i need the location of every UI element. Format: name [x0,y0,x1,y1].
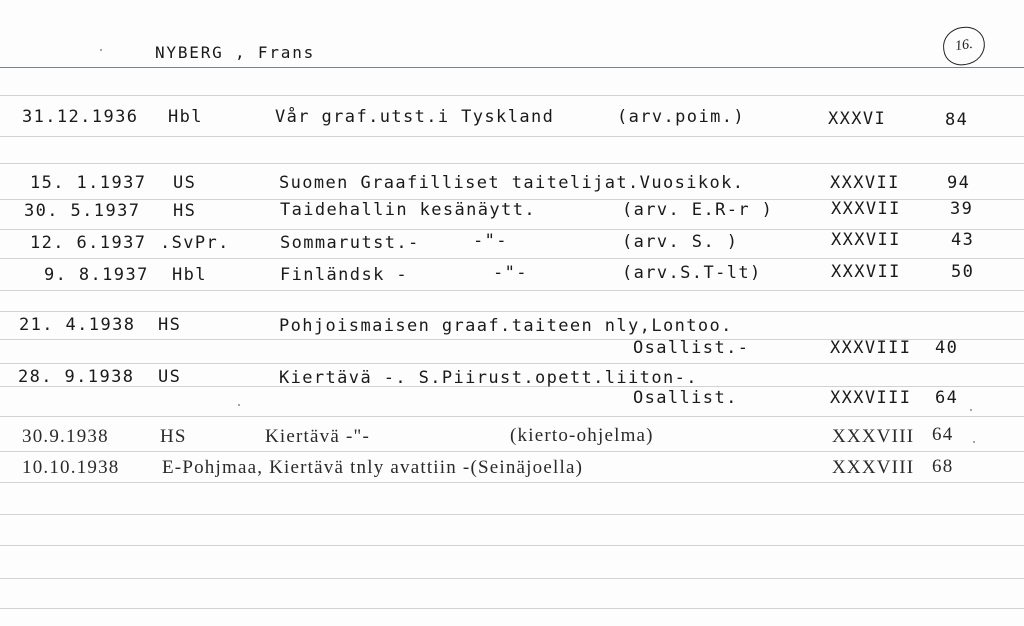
entry-title: Suomen Graafilliset taitelijat.Vuosikok. [279,173,745,193]
entry-source: Hbl [168,107,203,127]
header-rule [0,67,1024,68]
ink-speck [973,441,975,443]
entry-page: 94 [947,173,971,193]
entry-page: 68 [932,456,954,477]
entry-page: 50 [951,262,975,282]
ruled-line [0,136,1024,137]
card-number-circled [941,24,988,67]
entry-source: HS [173,201,197,221]
ruled-line [0,363,1024,364]
entry-source: HS [160,426,187,447]
entry-date: 30. 5.1937 [24,201,141,221]
entry-source: HS [158,315,182,335]
entry-volume: XXXVII [831,262,901,282]
entry-date: 30.9.1938 [22,426,109,447]
ruled-line [0,608,1024,609]
entry-title: Vår graf.utst.i Tyskland [275,107,555,127]
entry-volume: XXXVII [830,173,900,193]
card-number: 16. [954,36,974,55]
entry-title: Taidehallin kesänäytt. [280,200,536,220]
entry-source: .SvPr. [160,233,230,253]
entry-page: 39 [950,199,974,219]
ruled-line [0,258,1024,259]
ruled-line [0,416,1024,417]
card-name: NYBERG , Frans [155,43,316,62]
entry-title: Finländsk - [280,265,408,285]
entry-title: Kiertävä -. S.Piirust.opett.liiton-. [279,368,698,388]
entry-volume: XXXVI [828,109,887,129]
entry-page: 40 [935,338,959,358]
entry-date: 10.10.1938 [22,457,120,478]
ink-speck [970,409,972,411]
entry-ditto: -"- [473,231,508,251]
ruled-line [0,95,1024,96]
entry-volume: XXXVIII [830,388,912,408]
ruled-line [0,578,1024,579]
entry-title-cont: Osallist. [633,388,738,408]
entry-date: 15. 1.1937 [30,173,147,193]
entry-volume: XXXVIII [832,426,915,447]
entry-title: Pohjoismaisen graaf.taiteen nly,Lontoo. [279,316,733,336]
ink-speck [238,404,240,406]
entry-note: (kierto-ohjelma) [510,425,654,446]
entry-volume: XXXVIII [832,457,915,478]
entry-note: (arv.poim.) [617,107,745,127]
ruled-line [0,311,1024,312]
entry-page: 84 [945,110,969,130]
entry-page: 64 [932,424,954,445]
entry-date: 12. 6.1937 [30,233,147,253]
ruled-line [0,451,1024,452]
entry-page: 64 [935,388,959,408]
entry-note: (arv. S. ) [622,232,739,252]
ruled-line [0,514,1024,515]
entry-title: Sommarutst.- [280,233,420,253]
entry-volume: XXXVIII [830,338,912,358]
entry-volume: XXXVII [831,199,901,219]
entry-date: 31.12.1936 [22,107,139,127]
ruled-line [0,163,1024,164]
entry-note: (arv.S.T-lt) [622,263,762,283]
entry-date: 28. 9.1938 [18,367,135,387]
entry-ditto: -"- [493,263,528,283]
entry-source: E-Pohjmaa, Kiertävä tnly avattiin -(Seinäjoella) [162,457,584,478]
ink-speck [100,49,102,51]
entry-source: US [158,367,182,387]
entry-source: US [173,173,197,193]
entry-title: Kiertävä -"- [265,426,370,447]
ruled-line [0,290,1024,291]
entry-date: 21. 4.1938 [19,315,136,335]
entry-date: 9. 8.1937 [44,265,149,285]
ruled-line [0,545,1024,546]
entry-title-cont: Osallist.- [633,338,750,358]
entry-note: (arv. E.R-r ) [622,200,774,220]
entry-page: 43 [951,230,975,250]
entry-source: Hbl [172,265,207,285]
entry-volume: XXXVII [831,230,901,250]
ruled-line [0,482,1024,483]
